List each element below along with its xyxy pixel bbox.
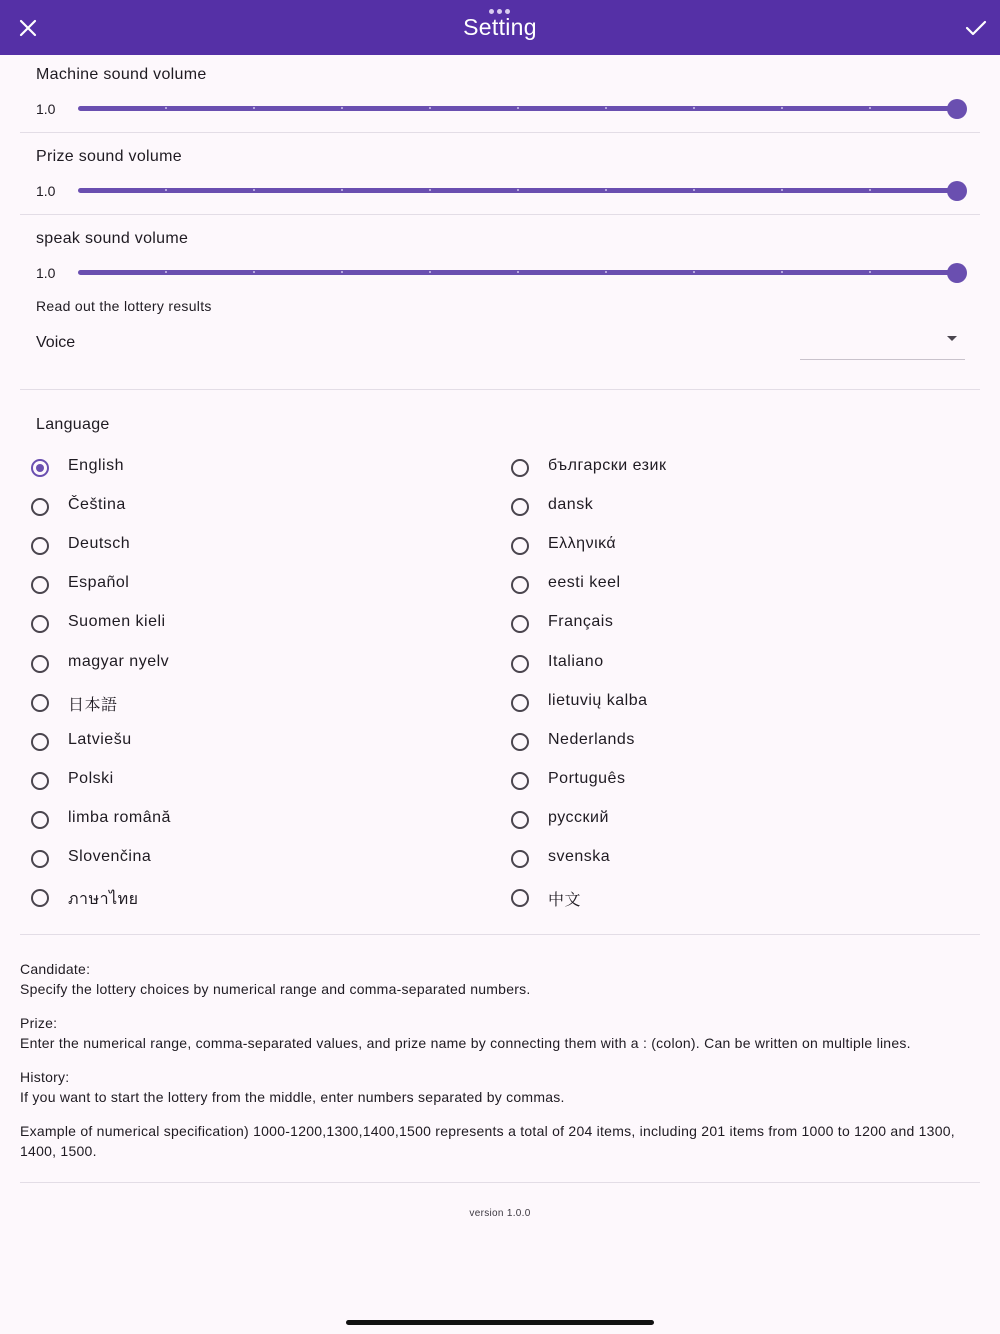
prize-text: Enter the numerical range, comma-separated values, and prize name by connecting them with a : (colon). Can be written on multiple lines. bbox=[20, 1034, 911, 1051]
slider-tick bbox=[517, 271, 519, 273]
radio-button[interactable] bbox=[31, 615, 49, 633]
machine-volume-label: Machine sound volume bbox=[36, 66, 207, 83]
check-icon bbox=[961, 13, 991, 43]
language-option-label: Slovenčina bbox=[68, 848, 152, 865]
slider-tick bbox=[517, 107, 519, 109]
slider-tick bbox=[693, 107, 695, 109]
radio-button[interactable] bbox=[511, 498, 529, 516]
slider-tick bbox=[781, 271, 783, 273]
speak-volume-label: speak sound volume bbox=[36, 230, 189, 247]
candidate-text: Specify the lottery choices by numerical range and comma-separated numbers. bbox=[20, 980, 531, 997]
radio-button[interactable] bbox=[31, 694, 49, 712]
prize-volume-label: Prize sound volume bbox=[36, 148, 182, 165]
speak-volume-value: 1.0 bbox=[36, 265, 56, 281]
radio-button[interactable] bbox=[31, 459, 49, 477]
slider-tick bbox=[341, 107, 343, 109]
prize-volume-slider[interactable] bbox=[78, 188, 958, 193]
speak-volume-section bbox=[20, 224, 980, 294]
machine-volume-section bbox=[20, 60, 980, 130]
slider-tick bbox=[165, 189, 167, 191]
language-option-label: Português bbox=[548, 769, 626, 787]
language-option-label: Ελληνικά bbox=[548, 535, 617, 553]
language-option-label: Italiano bbox=[548, 652, 604, 670]
language-option-label: Suomen kieli bbox=[68, 613, 166, 631]
radio-button[interactable] bbox=[31, 733, 49, 751]
radio-button[interactable] bbox=[31, 889, 49, 907]
language-option-label: svenska bbox=[548, 848, 611, 865]
slider-tick bbox=[605, 107, 607, 109]
radio-button[interactable] bbox=[31, 655, 49, 673]
language-option-label: ภาษาไทย bbox=[68, 891, 139, 909]
language-option-label: Español bbox=[68, 574, 130, 592]
prize-volume-thumb[interactable] bbox=[947, 181, 967, 201]
slider-tick bbox=[253, 107, 255, 109]
language-option-label: Čeština bbox=[68, 496, 126, 514]
page-title: Setting bbox=[463, 14, 537, 40]
language-option-label: Nederlands bbox=[548, 730, 635, 748]
speak-volume-thumb[interactable] bbox=[947, 263, 967, 283]
language-option-label: lietuvių kalba bbox=[548, 691, 648, 709]
dropdown-arrow-icon bbox=[947, 336, 957, 341]
language-option-label: Latviešu bbox=[68, 730, 132, 748]
machine-volume-thumb[interactable] bbox=[947, 99, 967, 119]
slider-tick bbox=[605, 189, 607, 191]
slider-tick bbox=[165, 107, 167, 109]
version-text: version 1.0.0 bbox=[469, 1208, 531, 1219]
history-title: History: bbox=[20, 1069, 70, 1085]
voice-label: Voice bbox=[36, 334, 76, 351]
radio-button[interactable] bbox=[511, 772, 529, 790]
slider-tick bbox=[341, 189, 343, 191]
slider-tick bbox=[869, 271, 871, 273]
divider bbox=[20, 132, 980, 133]
slider-tick bbox=[781, 107, 783, 109]
divider bbox=[20, 1182, 980, 1183]
machine-volume-value: 1.0 bbox=[36, 101, 56, 117]
slider-tick bbox=[869, 107, 871, 109]
radio-button[interactable] bbox=[511, 889, 529, 907]
prize-volume-value: 1.0 bbox=[36, 183, 56, 199]
slider-tick bbox=[253, 271, 255, 273]
language-option-label: magyar nyelv bbox=[68, 652, 170, 670]
slider-tick bbox=[429, 107, 431, 109]
slider-tick bbox=[517, 189, 519, 191]
app-bar bbox=[0, 0, 1000, 55]
radio-button[interactable] bbox=[511, 576, 529, 594]
radio-button[interactable] bbox=[31, 811, 49, 829]
slider-tick bbox=[693, 271, 695, 273]
voice-dropdown[interactable] bbox=[800, 323, 965, 360]
language-option-label: English bbox=[68, 457, 124, 474]
radio-button[interactable] bbox=[511, 537, 529, 555]
language-option-label: dansk bbox=[548, 496, 594, 514]
divider bbox=[20, 389, 980, 390]
radio-button[interactable] bbox=[31, 576, 49, 594]
slider-tick bbox=[781, 189, 783, 191]
language-option-label: limba română bbox=[68, 808, 171, 826]
speak-note: Read out the lottery results bbox=[36, 298, 212, 314]
language-option-label: eesti keel bbox=[548, 574, 621, 592]
home-indicator bbox=[346, 1320, 654, 1325]
prize-title: Prize: bbox=[20, 1015, 58, 1031]
radio-button[interactable] bbox=[511, 733, 529, 751]
radio-button[interactable] bbox=[31, 498, 49, 516]
speak-volume-slider[interactable] bbox=[78, 270, 958, 275]
radio-button[interactable] bbox=[31, 537, 49, 555]
help-text bbox=[20, 960, 970, 1161]
slider-tick bbox=[341, 271, 343, 273]
slider-tick bbox=[429, 189, 431, 191]
language-option-label: 中文 bbox=[548, 892, 582, 910]
example-text: Example of numerical specification) 1000-1200,1300,1400,1500 represents a total of 204 items, including 201 items from 1000 to 1200 and 1300, 1400, 1500. bbox=[20, 1123, 955, 1159]
slider-tick bbox=[605, 271, 607, 273]
language-option-label: Polski bbox=[68, 769, 114, 787]
language-option-label: Deutsch bbox=[68, 535, 131, 553]
radio-button[interactable] bbox=[511, 811, 529, 829]
language-option-label: 日本語 bbox=[68, 696, 118, 714]
divider bbox=[20, 214, 980, 215]
language-title: Language bbox=[36, 416, 110, 433]
slider-tick bbox=[693, 189, 695, 191]
slider-tick bbox=[869, 189, 871, 191]
radio-button[interactable] bbox=[511, 615, 529, 633]
language-option-label: Français bbox=[548, 613, 614, 631]
radio-button[interactable] bbox=[31, 772, 49, 790]
machine-volume-slider[interactable] bbox=[78, 106, 958, 111]
language-option-label: български език bbox=[548, 457, 667, 474]
history-text: If you want to start the lottery from the middle, enter numbers separated by commas. bbox=[20, 1088, 565, 1105]
radio-button[interactable] bbox=[511, 850, 529, 868]
radio-button[interactable] bbox=[31, 850, 49, 868]
language-option-label: русский bbox=[548, 808, 609, 826]
radio-button[interactable] bbox=[511, 694, 529, 712]
slider-tick bbox=[429, 271, 431, 273]
confirm-button[interactable] bbox=[961, 13, 991, 43]
slider-tick bbox=[165, 271, 167, 273]
slider-tick bbox=[253, 189, 255, 191]
radio-button[interactable] bbox=[511, 655, 529, 673]
prize-volume-section bbox=[20, 142, 980, 212]
candidate-title: Candidate: bbox=[20, 961, 91, 977]
divider bbox=[20, 934, 980, 935]
radio-button[interactable] bbox=[511, 459, 529, 477]
